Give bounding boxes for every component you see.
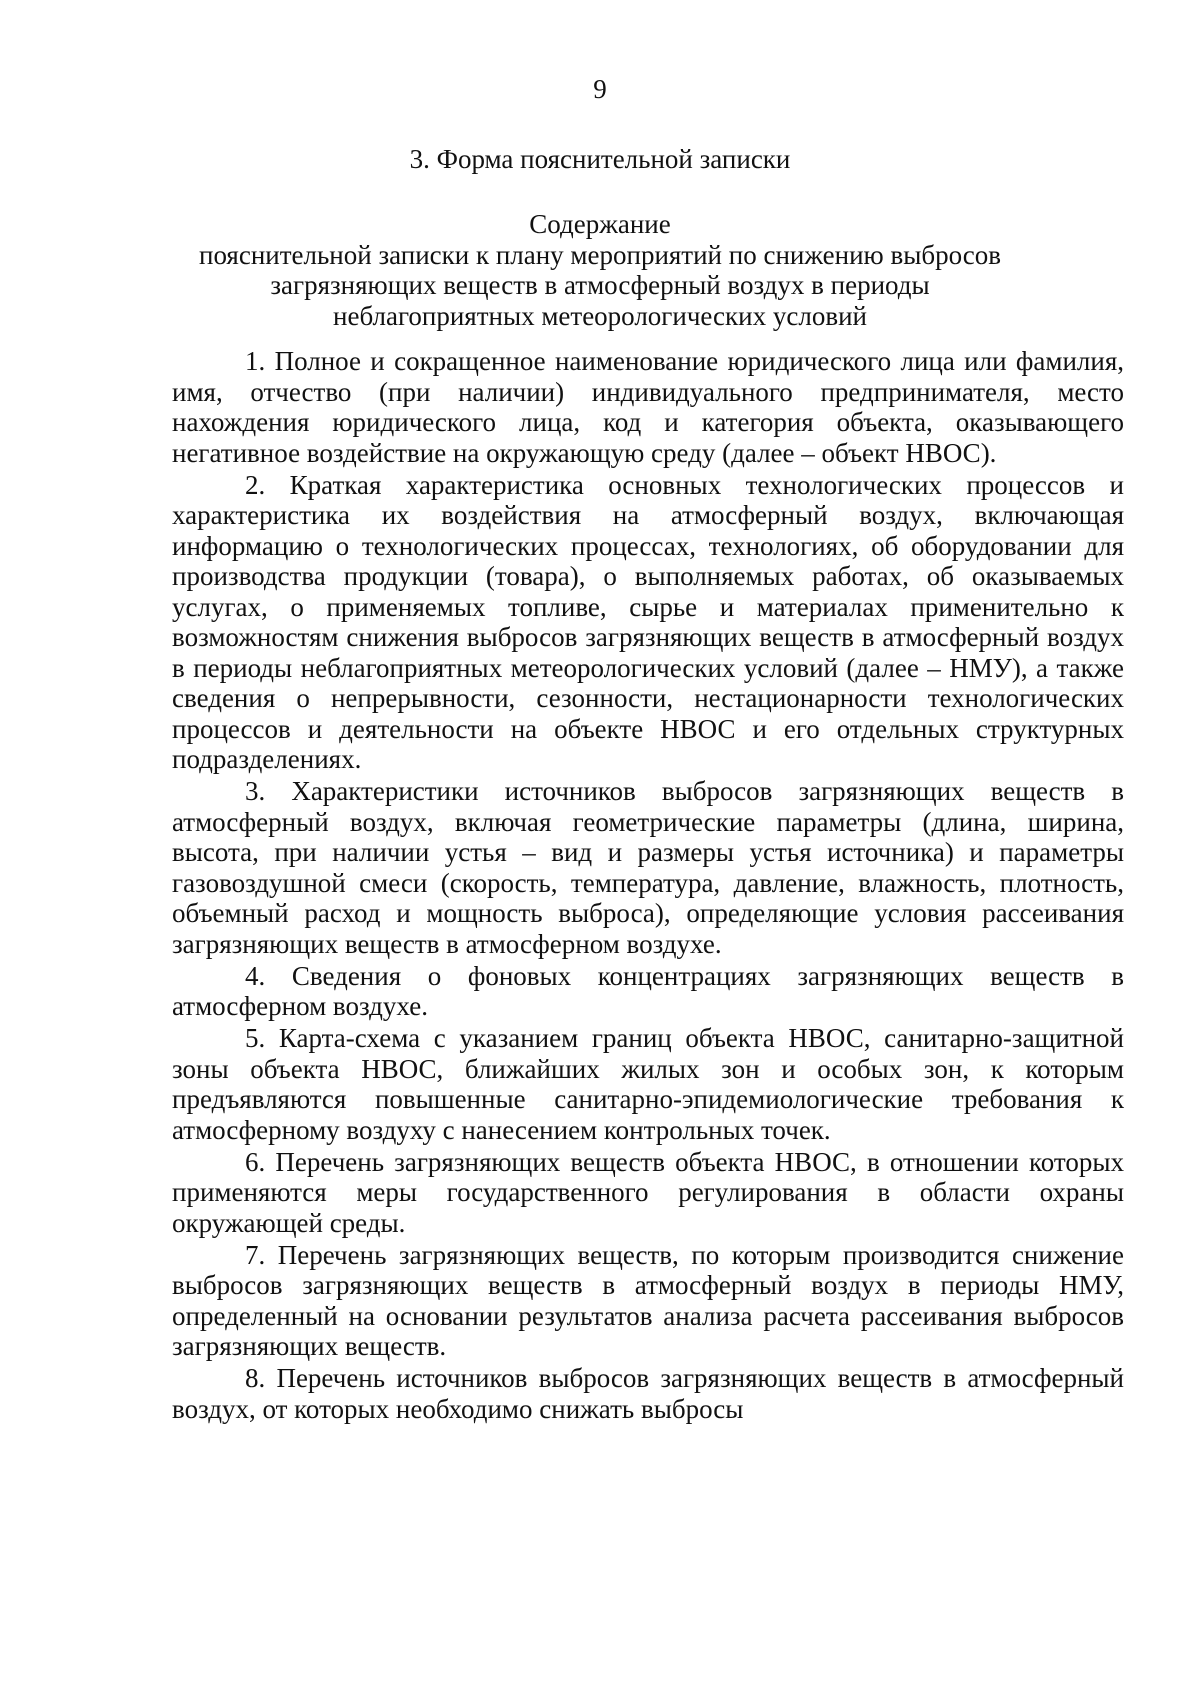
list-item: 4. Сведения о фоновых концентрациях загрязняющих веществ в атмосферном воздухе. (172, 960, 1124, 1021)
list-item: 8. Перечень источников выбросов загрязняющих веществ в атмосферный воздух, от которых необходимо снижать выбросы (172, 1363, 1124, 1424)
document-body (172, 346, 1124, 1426)
contents-heading (0, 209, 1200, 331)
list-item: 7. Перечень загрязняющих веществ, по которым производится снижение выбросов загрязняющих веществ в атмосферный воздух в периоды НМУ, определенный на основании результатов анализа расчета рассеивания выбросов загрязняющих веществ. (172, 1239, 1124, 1361)
list-item: 1. Полное и сокращенное наименование юридического лица или фамилия, имя, отчество (при наличии) индивидуального предпринимателя, место нахождения юридического лица, код и категория объекта, оказывающего негативное воздействие на окружающую среду (далее – объект НВОС). (172, 346, 1124, 468)
list-item: 6. Перечень загрязняющих веществ объекта НВОС, в отношении которых применяются меры государственного регулирования в области охраны окружающей среды. (172, 1146, 1124, 1238)
list-item: 2. Краткая характеристика основных технологических процессов и характеристика их воздействия на атмосферный воздух, включающая информацию о технологических процессах, технологиях, об оборудовании для производства продукции (товара), о выполняемых работах, об оказываемых услугах, о применяемых топливе, сырье и материалах применительно к возможностям снижения выбросов загрязняющих веществ в атмосферный воздух в периоды неблагоприятных метеорологических условий (далее – НМУ), а также сведения о непрерывности, сезонности, нестационарности технологических процессов и деятельности на объекте НВОС и его отдельных структурных подразделениях. (172, 469, 1124, 774)
contents-heading-line: загрязняющих веществ в атмосферный воздух в периоды (270, 270, 930, 300)
contents-heading-line: пояснительной записки к плану мероприятий по снижению выбросов (199, 239, 1001, 270)
list-item: 5. Карта-схема с указанием границ объекта НВОС, санитарно-защитной зоны объекта НВОС, ближайших жилых зон и особых зон, к которым предъявляются повышенные санитарно-эпидемиологические требования к атмосферному воздуху с нанесением контрольных точек. (172, 1023, 1124, 1145)
contents-heading-line: Содержание (529, 209, 671, 239)
list-item: 3. Характеристики источников выбросов загрязняющих веществ в атмосферный воздух, включая геометрические параметры (длина, ширина, высота, при наличии устья – вид и размеры устья источника) и параметры газовоздушной смеси (скорость, температура, давление, влажность, плотность, объемный расход и мощность выброса), определяющие условия рассеивания загрязняющих веществ в атмосферном воздухе. (172, 776, 1124, 959)
section-title: 3. Форма пояснительной записки (409, 144, 791, 174)
page-number: 9 (593, 74, 607, 104)
contents-heading-line: неблагоприятных метеорологических условий (333, 300, 867, 331)
